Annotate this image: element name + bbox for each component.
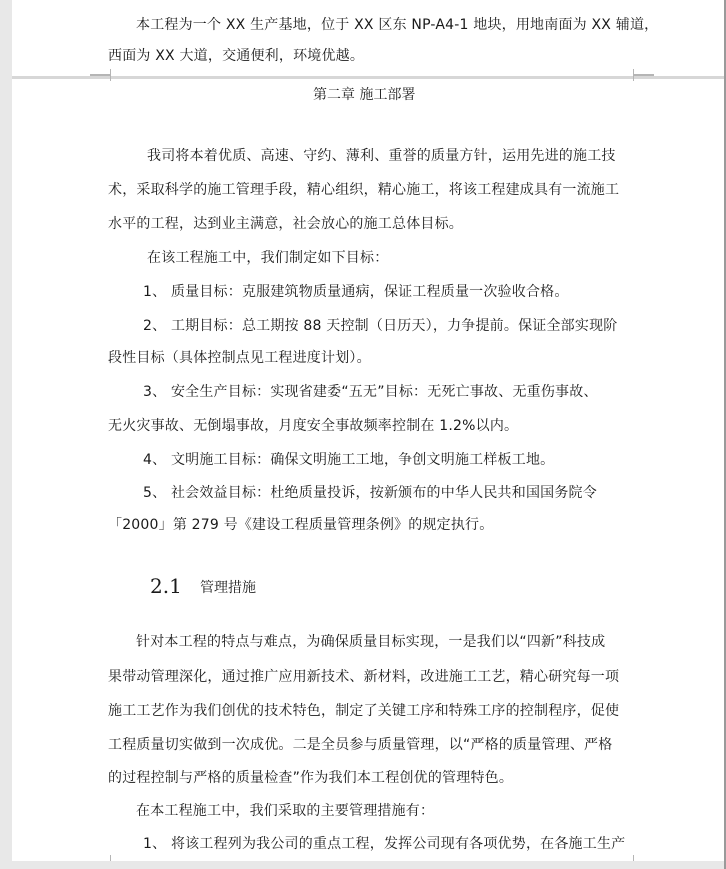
body-line: 果带动管理深化，通过推广应用新技术、新材料，改进施工工艺，精心研究每一项 bbox=[108, 669, 620, 685]
section-title: 管理措施 bbox=[200, 580, 256, 596]
chapter-title: 第二章 施工部署 bbox=[313, 87, 416, 103]
body-line: 工程质量切实做到一次成优。二是全员参与质量管理，以“严格的质量管理、严格 bbox=[108, 737, 613, 753]
goal-item-continued: 「2000」第 279 号《建设工程质量管理条例》的规定执行。 bbox=[108, 517, 494, 533]
crop-mark bbox=[633, 74, 654, 81]
measure-item: 1、 将该工程列为我公司的重点工程，发挥公司现有各项优势，在各施工生产 bbox=[143, 836, 626, 852]
goal-item: 5、 社会效益目标：杜绝质量投诉，按新颁布的中华人民共和国国务院令 bbox=[143, 485, 597, 501]
goal-item-continued: 段性目标（具体控制点见工程进度计划）。 bbox=[108, 350, 371, 366]
crop-mark bbox=[90, 74, 111, 81]
section-number: 2.1 bbox=[150, 574, 182, 598]
goal-item-continued: 无火灾事故、无倒塌事故，月度安全事故频率控制在 1.2%以内。 bbox=[108, 418, 519, 434]
body-line: 的过程控制与严格的质量检查”作为我们本工程创优的管理特色。 bbox=[108, 770, 514, 786]
body-line: 施工工艺作为我们创优的技术特色，制定了关键工序和特殊工序的控制程序，促使 bbox=[108, 703, 620, 719]
prev-page-line: 本工程为一个 XX 生产基地，位于 XX 区东 NP-A4-1 地块，用地南面为 XX 辅道， bbox=[136, 17, 659, 33]
goal-item: 3、 安全生产目标：实现省建委“五无”目标：无死亡事故、无重伤事故、 bbox=[143, 384, 598, 400]
body-line: 术，采取科学的施工管理手段，精心组织，精心施工，将该工程建成具有一流施工 bbox=[108, 182, 620, 198]
body-line: 针对本工程的特点与难点，为确保质量目标实现，一是我们以“四新”科技成 bbox=[136, 634, 606, 650]
prev-page-line: 西面为 XX 大道，交通便利，环境优越。 bbox=[108, 48, 365, 64]
goal-item: 2、 工期目标：总工期按 88 天控制（日历天），力争提前。保证全部实现阶 bbox=[143, 318, 618, 334]
measures-intro: 在本工程施工中，我们采取的主要管理措施有： bbox=[136, 803, 435, 819]
goal-item: 4、 文明施工目标：确保文明施工工地，争创文明施工样板工地。 bbox=[143, 452, 555, 468]
page-bottom-gap bbox=[0, 861, 726, 869]
body-line: 水平的工程，达到业主满意，社会放心的施工总体目标。 bbox=[108, 216, 463, 232]
targets-intro: 在该工程施工中，我们制定如下目标： bbox=[147, 250, 389, 266]
goal-item: 1、 质量目标：克服建筑物质量通病，保证工程质量一次验收合格。 bbox=[143, 284, 569, 300]
body-line: 我司将本着优质、高速、守约、薄利、重誉的质量方针，运用先进的施工技 bbox=[147, 148, 616, 164]
